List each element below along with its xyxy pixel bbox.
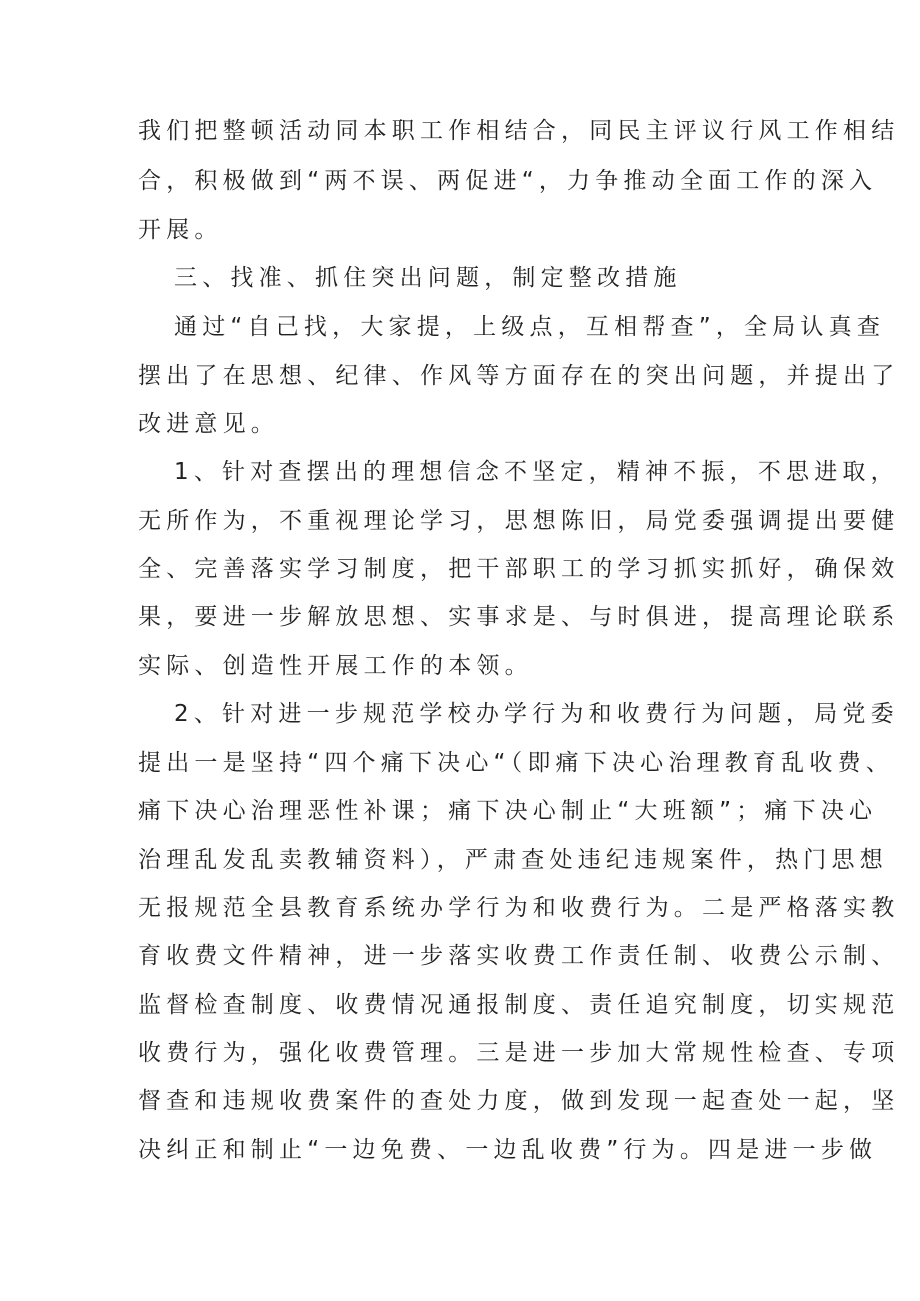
text-line: 实际、创造性开展工作的本领。 — [138, 653, 533, 679]
text-line: 督查和违规收费案件的查处力度，做到发现一起查处一起，坚 — [138, 1088, 900, 1114]
text-line: 改进意见。 — [138, 411, 279, 437]
text-line: 果，要进一步解放思想、实事求是、与时俱进，提高理论联系 — [138, 604, 900, 630]
text-line: 无所作为，不重视理论学习，思想陈旧，局党委强调提出要健 — [138, 508, 900, 534]
text-line: 育收费文件精神，进一步落实收费工作责任制、收费公示制、 — [138, 943, 900, 969]
text-line: 提出一是坚持“四个痛下决心“（即痛下决心治理教育乱收费、 — [138, 750, 894, 776]
text-line: 摆出了在思想、纪律、作风等方面存在的突出问题，并提出了 — [138, 363, 900, 389]
text-line: 我们把整顿活动同本职工作相结合，同民主评议行风工作相结 — [138, 118, 900, 144]
text-line: 决纠正和制止“一边免费、一边乱收费”行为。四是进一步做 — [138, 1137, 878, 1163]
section-heading: 三、找准、抓住突出问题，制定整改措施 — [174, 265, 682, 291]
text-line: 监督检查制度、收费情况通报制度、责任追究制度，切实规范 — [138, 992, 900, 1018]
text-line: 治理乱发乱卖教辅资料），严肃查处违纪违规案件，热门思想 — [138, 847, 888, 873]
text-line: 合，积极做到“两不误、两促进“，力争推动全面工作的深入 — [138, 168, 878, 194]
text-line: 无报规范全县教育系统办学行为和收费行为。二是严格落实教 — [138, 895, 900, 921]
text-line: 开展。 — [138, 217, 223, 243]
text-line: 收费行为，强化收费管理。三是进一步加大常规性检查、专项 — [138, 1040, 900, 1066]
text-line: 全、完善落实学习制度，把干部职工的学习抓实抓好，确保效 — [138, 556, 900, 582]
text-line: 痛下决心治理恶性补课；痛下决心制止“大班额”；痛下决心 — [138, 798, 878, 824]
text-line: 2、针对进一步规范学校办学行为和收费行为问题，局党委 — [174, 701, 899, 727]
text-line: 1、针对查摆出的理想信念不坚定，精神不振，不思进取， — [174, 459, 899, 485]
text-line: 通过“自己找，大家提，上级点，互相帮查”，全局认真查 — [174, 314, 886, 340]
